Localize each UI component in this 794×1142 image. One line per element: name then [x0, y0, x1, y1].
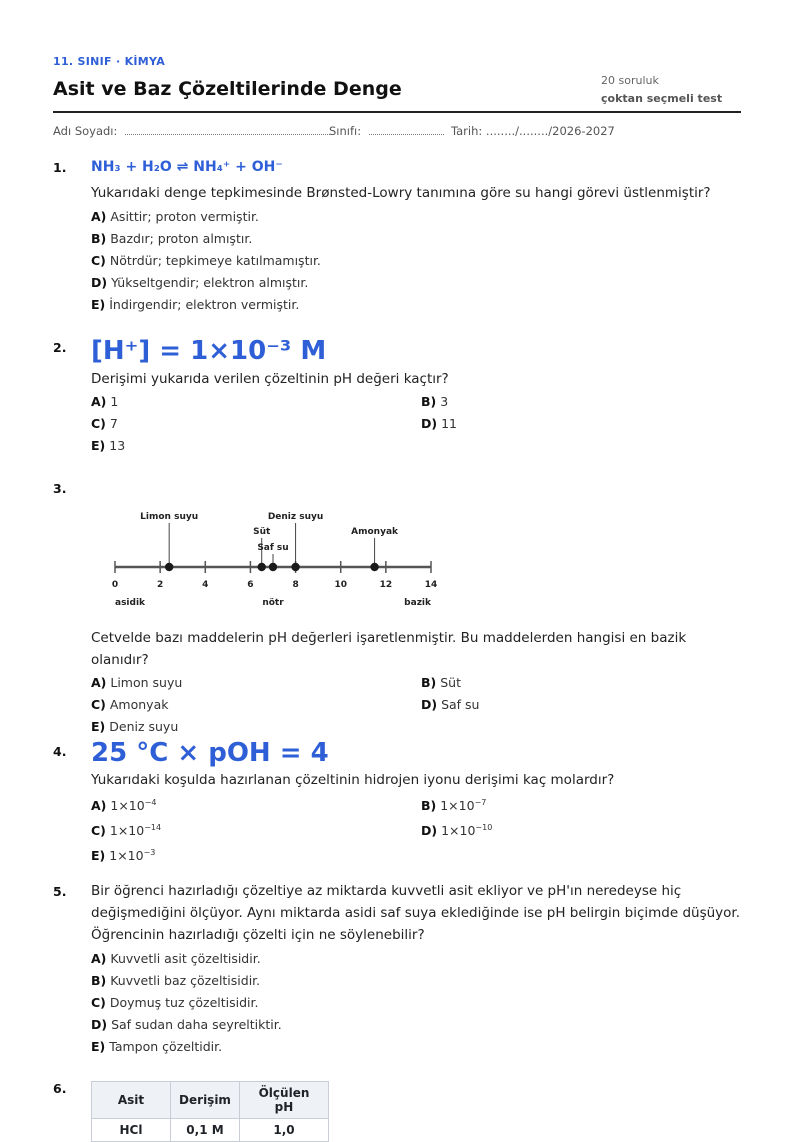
neutral-label: nötr	[262, 598, 284, 608]
tick-label: 6	[247, 580, 254, 590]
ph-scale-diagram	[81, 481, 481, 621]
question-number: 5.	[53, 884, 67, 899]
question-number: 3.	[53, 481, 67, 496]
option-e[interactable]: E) Deniz suyu	[91, 719, 179, 734]
option-b[interactable]: B) 3	[421, 394, 449, 409]
data-point	[258, 563, 266, 571]
acid-table	[91, 1081, 329, 1142]
question-stem: Derişimi yukarıda verilen çözeltinin pH değeri kaçtır?	[91, 371, 449, 387]
option-c[interactable]: C) 7	[91, 416, 118, 431]
question-stem: Yukarıdaki koşulda hazırlanan çözeltinin hidrojen iyonu derişimi kaç molardır?	[91, 772, 615, 788]
column-header-acid: Asit	[92, 1082, 171, 1119]
tick-label: 4	[202, 580, 209, 590]
table-cell: HCl	[92, 1119, 171, 1142]
option-e[interactable]: E) $1\times 10^{-3}$	[91, 848, 156, 864]
data-point	[269, 563, 277, 571]
option-b[interactable]: B) Süt	[421, 675, 461, 690]
option-d[interactable]: D) Saf sudan daha seyreltiktir.	[91, 1017, 282, 1032]
data-point	[370, 563, 378, 571]
question-number: 6.	[53, 1081, 67, 1096]
tick-label: 0	[111, 580, 119, 590]
point-label: Saf su	[257, 543, 289, 553]
page-title: Asit ve Baz Çözeltilerinde Denge	[53, 78, 402, 100]
option-d[interactable]: D) Yükseltgendir; elektron almıştır.	[91, 275, 309, 290]
basic-label: bazik	[404, 598, 431, 608]
option-c[interactable]: C) $1\times 10^{-14}$	[91, 823, 162, 839]
option-c[interactable]: C) Doymuş tuz çözeltisidir.	[91, 995, 259, 1010]
table-row	[92, 1119, 329, 1142]
subject-label: 11. SINIF · KİMYA	[53, 55, 166, 68]
point-label: Amonyak	[351, 527, 399, 537]
reaction-formula: NH₃ + H₂O ⇌ NH₄⁺ + OH⁻	[91, 159, 283, 175]
question-stem: Bir öğrenci hazırladığı çözeltiye az miktarda kuvvetli asit ekliyor ve pH'ın neredeyse hiç değişmediğini ölçüyor. Aynı miktarda asidi saf suya eklediğinde ise pH belirgin biçimde düşüyor. Öğrencinin hazırladığı çözelti için ne söylenebilir?	[91, 883, 741, 943]
tick-label: 10	[334, 580, 347, 590]
question-count: 20 soruluk	[601, 74, 659, 87]
option-e[interactable]: E) Tampon çözeltidir.	[91, 1039, 223, 1054]
data-point	[165, 563, 173, 571]
option-b[interactable]: B) Bazdır; proton almıştır.	[91, 231, 253, 246]
question-number: 1.	[53, 160, 67, 175]
option-c[interactable]: C) Amonyak	[91, 697, 169, 712]
question-stem: Cetvelde bazı maddelerin pH değerleri işaretlenmiştir. Bu maddelerden hangisi en bazik olanıdır?	[91, 630, 687, 668]
tick-label: 8	[292, 580, 299, 590]
date-label[interactable]: Tarih: ......../......../2026-2027	[451, 124, 615, 138]
class-field[interactable]	[369, 124, 444, 135]
option-a[interactable]: A) 1	[91, 394, 119, 409]
point-label: Limon suyu	[140, 512, 199, 522]
option-a[interactable]: A) $1\times 10^{-4}$	[91, 798, 157, 814]
option-e[interactable]: E) 13	[91, 438, 126, 453]
option-a[interactable]: A) Limon suyu	[91, 675, 183, 690]
test-type: çoktan seçmeli test	[601, 92, 723, 105]
question-number: 4.	[53, 744, 67, 759]
option-b[interactable]: B) Kuvvetli baz çözeltisidir.	[91, 973, 261, 988]
table-cell: 1,0	[240, 1119, 329, 1142]
point-label: Deniz suyu	[267, 512, 324, 522]
name-field[interactable]	[125, 124, 330, 135]
option-d[interactable]: D) 11	[421, 416, 457, 431]
option-c[interactable]: C) Nötrdür; tepkimeye katılmamıştır.	[91, 253, 321, 268]
option-d[interactable]: D) Saf su	[421, 697, 480, 712]
acidic-label: asidik	[115, 598, 146, 608]
condition-formula: 25 °C × pOH = 4	[91, 738, 329, 768]
option-e[interactable]: E) İndirgendir; elektron vermiştir.	[91, 297, 300, 312]
column-header-concentration: Derişim	[171, 1082, 240, 1119]
tick-label: 12	[379, 580, 393, 590]
header-divider	[53, 111, 741, 113]
tick-label: 2	[157, 580, 164, 590]
option-b[interactable]: B) $1\times 10^{-7}$	[421, 798, 487, 814]
column-header-ph: Ölçülen pH	[240, 1082, 329, 1119]
option-d[interactable]: D) $1\times 10^{-10}$	[421, 823, 493, 839]
question-stem: Yukarıdaki denge tepkimesinde Brønsted-Lowry tanımına göre su hangi görevi üstlenmiştir?	[91, 185, 711, 201]
point-label: Süt	[253, 527, 271, 537]
data-point	[291, 563, 299, 571]
option-a[interactable]: A) Kuvvetli asit çözeltisidir.	[91, 951, 261, 966]
concentration-formula: [H⁺] = 1×10⁻³ M	[91, 336, 327, 366]
question-number: 2.	[53, 340, 67, 355]
name-label: Adı Soyadı:	[53, 124, 118, 138]
option-a[interactable]: A) Asittir; proton vermiştir.	[91, 209, 259, 224]
table-cell: 0,1 M	[171, 1119, 240, 1142]
class-label: Sınıfı:	[329, 124, 362, 138]
test-meta	[601, 72, 741, 108]
tick-label: 14	[424, 580, 438, 590]
